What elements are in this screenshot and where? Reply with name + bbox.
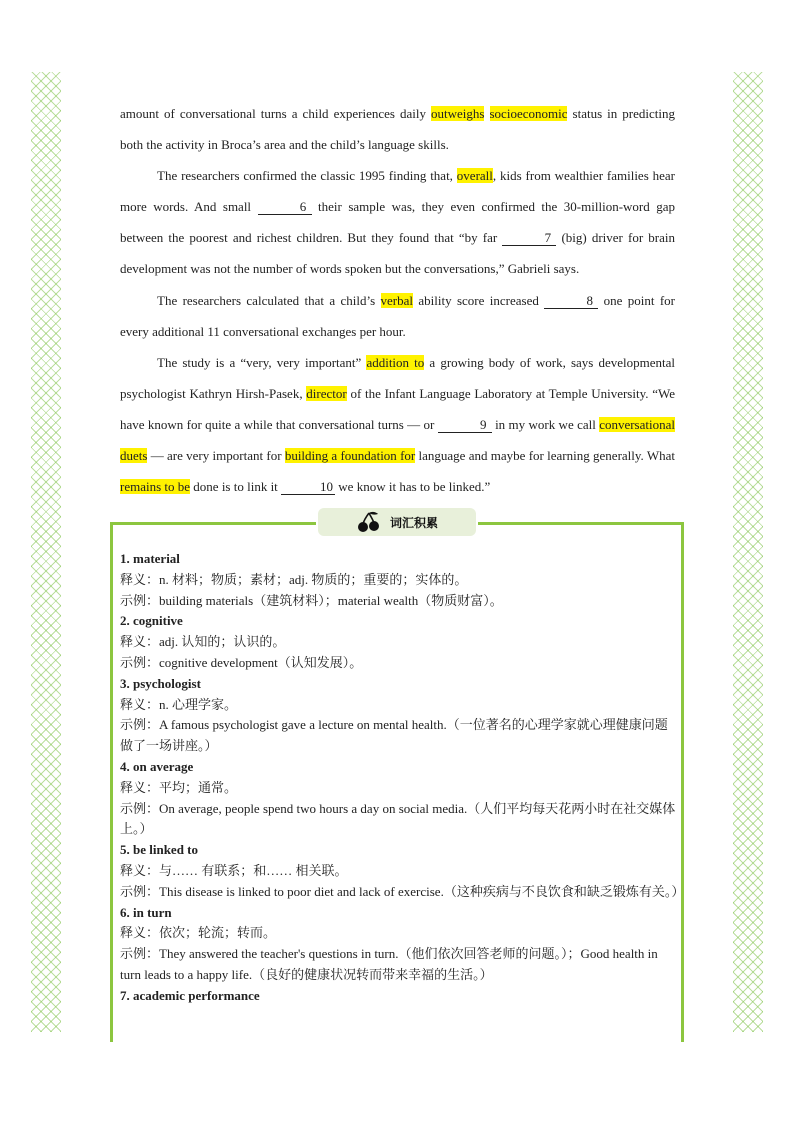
vocab-meaning-1: 释义：n. 材料；物质；素材；adj. 物质的；重要的；实体的。	[120, 571, 468, 587]
highlight-conversational-duets: conversational duets	[120, 416, 675, 464]
blank-9[interactable]: 9	[438, 418, 492, 433]
highlight-addition-to: addition to	[366, 354, 425, 370]
vocabulary-list	[120, 549, 685, 1007]
vocab-example-2: 示例：cognitive development（认知发展）。	[120, 654, 363, 670]
cherry-icon	[356, 511, 382, 533]
paragraph-4: The study is a “very, very important” addition to a growing body of work, says developmental psychologist Kathryn Hirsh-Pasek, director of the Infant Language Laboratory at Temple University. “We have known for quite a while that conversational turns — or 9 in my work we call conversational duets — are very important for building a foundation for language and maybe for learning generally. What remains to be done is to link it 10 we know it has to be linked.”	[120, 354, 676, 495]
vocab-term-4: 4. on average	[120, 758, 194, 774]
vocab-example-4: 示例：On average, people spend two hours a day on social media.（人们平均每天花两小时在社交媒体上。）	[120, 800, 676, 837]
vocab-example-3: 示例：A famous psychologist gave a lecture on mental health.（一位著名的心理学家就心理健康问题做了一场讲座。）	[120, 717, 668, 754]
vocab-meaning-2: 释义：adj. 认知的；认识的。	[120, 634, 286, 650]
decorative-border-left	[31, 72, 61, 1032]
vocab-term-3: 3. psychologist	[120, 675, 201, 691]
vocab-example-6: 示例：They answered the teacher's questions in turn.（他们依次回答老师的问题。）；Good health in turn leads to a happy life.（良好的健康状况转而带来幸福的生活。）	[120, 946, 658, 982]
paragraph-1: amount of conversational turns a child experiences daily outweighs socioeconomic status in predicting both the activity in Broca’s area and the child’s language skills.	[120, 106, 676, 153]
paragraph-2: The researchers confirmed the classic 1995 finding that, overall, kids from wealthier families hear more words. And small 6 their sample was, they even confirmed the 30-million-word gap between the poorest and richest children. But they found that “by far 7 (big) driver for brain development was not the number of words spoken but the conversations,” Gabrieli says.	[120, 168, 676, 277]
vocab-term-1: 1. material	[120, 551, 180, 566]
blank-8[interactable]: 8	[544, 294, 598, 309]
vocab-term-2: 2. cognitive	[120, 613, 183, 629]
vocab-meaning-6: 释义：依次；轮流；转而。	[120, 925, 277, 941]
vocab-term-6: 6. in turn	[120, 904, 172, 920]
vocabulary-title: 词汇积累	[389, 515, 438, 530]
reading-passage	[120, 98, 675, 502]
highlight-overall: overall	[456, 168, 493, 184]
blank-6[interactable]: 6	[258, 200, 312, 215]
highlight-remains-to-be: remains to be	[120, 479, 191, 495]
highlight-building-a-foundation-for: building a foundation for	[284, 448, 416, 464]
vocab-meaning-5: 释义：与…… 有联系；和…… 相关联。	[120, 862, 348, 878]
vocabulary-tab-header	[318, 508, 476, 536]
highlight-director: director	[306, 385, 347, 401]
blank-10[interactable]: 10	[281, 480, 335, 495]
vocab-term-7: 7. academic performance	[120, 987, 260, 1003]
vocab-example-5: 示例：This disease is linked to poor diet and lack of exercise.（这种疾病与不良饮食和缺乏锻炼有关。）	[120, 883, 685, 899]
highlight-verbal: verbal	[380, 292, 414, 308]
decorative-border-right	[733, 72, 763, 1032]
highlight-socioeconomic: socioeconomic	[489, 106, 568, 121]
vocab-term-5: 5. be linked to	[120, 842, 199, 858]
highlight-outweighs: outweighs	[431, 106, 485, 121]
vocab-meaning-3: 释义：n. 心理学家。	[120, 696, 238, 712]
blank-7[interactable]: 7	[502, 231, 556, 246]
vocab-example-1: 示例：building materials（建筑材料）；material wealth（物质财富）。	[120, 592, 503, 608]
vocab-meaning-4: 释义：平均；通常。	[120, 779, 238, 795]
paragraph-3: The researchers calculated that a child’s verbal ability score increased 8 one point for every additional 11 conversational exchanges per hour.	[120, 292, 676, 339]
